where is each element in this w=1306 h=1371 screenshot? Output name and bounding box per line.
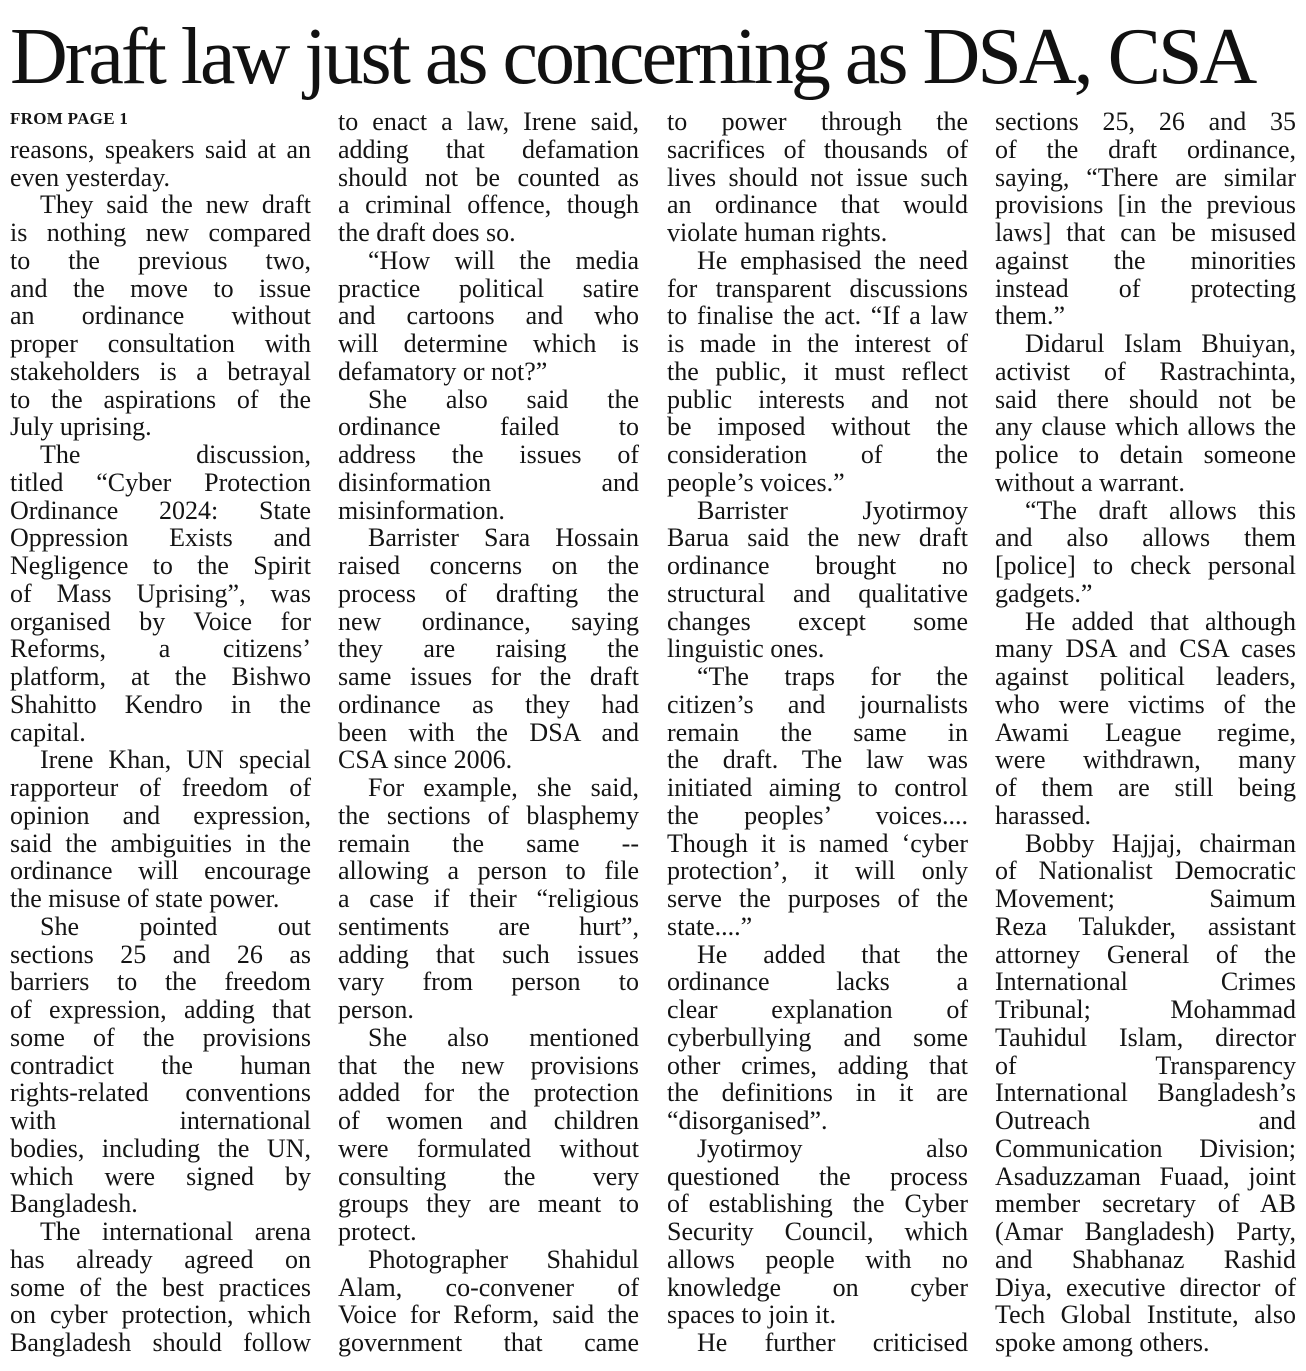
paragraph <box>667 1329 968 1357</box>
text-line: He emphasised the need <box>697 245 968 275</box>
text-line: raised concerns on the <box>338 551 639 580</box>
text-line: to the previous two, <box>10 245 311 275</box>
paragraph <box>338 774 639 1024</box>
text-line: without a warrant. <box>995 467 1185 497</box>
text-line: ordinance lacks a <box>667 967 968 997</box>
text-line: sentiments are hurt”, <box>338 911 639 941</box>
text-line: of establishing the Cyber <box>667 1189 968 1219</box>
paragraph <box>338 108 639 247</box>
text-line: laws] that can be misused <box>995 218 1296 247</box>
text-line: Didarul Islam Bhuiyan, <box>1025 329 1296 358</box>
text-line: to the aspirations of the <box>10 384 311 414</box>
text-line: For example, she said, <box>368 773 639 802</box>
text-line: He added that although <box>1025 606 1296 636</box>
text-line: citizen’s and journalists <box>667 689 968 719</box>
text-line: Negligence to the Spirit <box>10 551 311 580</box>
text-line: adding that defamation <box>338 134 639 164</box>
text-line: the peoples’ voices.... <box>667 800 968 830</box>
paragraph <box>338 1246 639 1357</box>
text-line: added for the protection <box>338 1078 639 1108</box>
text-line: rapporteur of freedom of <box>10 773 311 802</box>
text-line: them.” <box>995 301 1066 331</box>
text-line: linguistic ones. <box>667 634 825 664</box>
text-line: an ordinance without <box>10 301 311 331</box>
paragraph <box>995 830 1296 1357</box>
text-line: public interests and not <box>667 384 968 414</box>
text-line: of the draft ordinance, <box>995 134 1296 164</box>
text-line: Tribunal; Mohammad <box>995 995 1296 1024</box>
text-line: on cyber protection, which <box>10 1300 311 1330</box>
text-line: consideration of the <box>667 440 968 469</box>
text-line: address the issues of <box>338 440 639 469</box>
text-line: Communication Division; <box>995 1133 1296 1163</box>
text-line: capital. <box>10 717 86 747</box>
text-line: Irene Khan, UN special <box>40 745 311 775</box>
text-line: same issues for the draft <box>338 662 639 691</box>
text-line: spoke among others. <box>995 1328 1210 1357</box>
paragraph <box>995 108 1296 330</box>
text-line: She pointed out <box>40 911 311 941</box>
text-line: Jyotirmoy also <box>697 1133 968 1163</box>
article-column-3 <box>667 108 968 1357</box>
text-line: some of the best practices <box>10 1272 311 1302</box>
headline: Draft law just as concerning as DSA, CSA <box>10 13 1255 101</box>
article-column-2 <box>338 108 639 1357</box>
text-line: the public, it must reflect <box>667 356 968 386</box>
text-line: of expression, adding that <box>10 995 311 1024</box>
text-line: instead of protecting <box>995 273 1296 303</box>
text-line: Reza Talukder, assistant <box>995 911 1296 941</box>
text-line: titled “Cyber Protection <box>10 467 311 497</box>
paragraph <box>10 746 311 913</box>
text-line: of Mass Uprising”, was <box>10 578 311 608</box>
text-line: who were victims of the <box>995 689 1296 719</box>
text-line: people’s voices.” <box>667 467 845 497</box>
text-line: ordinance will encourage <box>10 856 311 886</box>
text-line: The discussion, <box>40 440 311 469</box>
text-line: Voice for Reform, said the <box>338 1300 639 1330</box>
text-line: provisions [in the previous <box>995 190 1296 220</box>
text-line: rights-related conventions <box>10 1078 311 1108</box>
text-line: activist of Rastrachinta, <box>995 356 1296 386</box>
text-line: contradict the human <box>10 1050 311 1080</box>
text-line: spaces to join it. <box>667 1300 836 1330</box>
text-line: the misuse of state power. <box>10 884 280 913</box>
text-line: sacrifices of thousands of <box>667 134 968 164</box>
text-line: Diya, executive director of <box>995 1272 1296 1302</box>
text-line: International Crimes <box>995 967 1296 997</box>
text-line: protection’, it will only <box>667 856 968 886</box>
text-line: serve the purposes of the <box>667 884 968 913</box>
text-line: to finalise the act. “If a law <box>667 301 968 331</box>
text-line: even yesterday. <box>10 162 171 192</box>
text-line: bodies, including the UN, <box>10 1133 311 1163</box>
text-line: new ordinance, saying <box>338 606 639 636</box>
text-line: ordinance brought no <box>667 551 968 580</box>
text-line: is nothing new compared <box>10 218 311 247</box>
jump-label: FROM PAGE 1 <box>10 109 129 128</box>
text-line: process of drafting the <box>338 578 639 608</box>
text-line: barriers to the freedom <box>10 967 311 997</box>
text-line: and Shabhanaz Rashid <box>995 1244 1296 1274</box>
text-line: CSA since 2006. <box>338 745 513 775</box>
text-line: “The traps for the <box>697 662 968 691</box>
paragraph <box>338 1024 639 1246</box>
paragraph <box>667 663 968 941</box>
text-line: for transparent discussions <box>667 273 968 303</box>
text-line: sections 25 and 26 as <box>10 939 311 969</box>
text-line: Alam, co-convener of <box>338 1272 639 1302</box>
paragraph <box>338 524 639 774</box>
paragraph <box>995 497 1296 608</box>
text-line: Photographer Shahidul <box>368 1244 639 1274</box>
paragraph <box>667 941 968 1135</box>
text-line: Oppression Exists and <box>10 523 311 553</box>
text-line: against the minorities <box>995 245 1296 275</box>
text-line: to enact a law, Irene said, <box>338 107 639 136</box>
text-line: initiated aiming to control <box>667 773 968 802</box>
text-line: said there should not be <box>995 384 1296 414</box>
paragraph <box>10 136 311 192</box>
text-line: government that came <box>338 1328 639 1357</box>
text-line: other crimes, adding that <box>667 1050 968 1080</box>
text-line: Movement; Saimum <box>995 884 1296 913</box>
text-line: Barrister Sara Hossain <box>368 523 639 553</box>
text-line: changes except some <box>667 606 968 636</box>
text-line: the sections of blasphemy <box>338 800 639 830</box>
text-line: She also mentioned <box>368 1022 639 1052</box>
text-line: reasons, speakers said at an <box>10 134 311 164</box>
text-line: which were signed by <box>10 1161 311 1191</box>
text-line: and cartoons and who <box>338 301 639 331</box>
text-line: International Bangladesh’s <box>995 1078 1296 1108</box>
text-line: some of the provisions <box>10 1022 311 1052</box>
text-line: (Amar Bangladesh) Party, <box>995 1217 1296 1246</box>
text-line: the draft does so. <box>338 218 516 247</box>
paragraph <box>995 330 1296 497</box>
text-line: cyberbullying and some <box>667 1022 968 1052</box>
text-line: Shahitto Kendro in the <box>10 689 311 719</box>
paragraph <box>995 608 1296 830</box>
text-line: organised by Voice for <box>10 606 311 636</box>
text-line: groups they are meant to <box>338 1189 639 1219</box>
text-line: adding that such issues <box>338 939 639 969</box>
text-line: they are raising the <box>338 634 639 664</box>
text-line: member secretary of AB <box>995 1189 1296 1219</box>
text-line: Barua said the new draft <box>667 523 968 553</box>
text-line: “disorganised”. <box>667 1106 828 1135</box>
text-line: police to detain someone <box>995 440 1296 469</box>
text-line: attorney General of the <box>995 939 1296 969</box>
paragraph <box>10 913 311 1218</box>
text-line: allows people with no <box>667 1244 968 1274</box>
text-line: protect. <box>338 1217 417 1246</box>
text-line: of women and children <box>338 1106 639 1135</box>
text-line: many DSA and CSA cases <box>995 634 1296 664</box>
paragraph <box>10 441 311 746</box>
text-line: said the ambiguities in the <box>10 828 311 858</box>
text-line: the definitions in it are <box>667 1078 968 1108</box>
text-line: Bangladesh. <box>10 1189 138 1219</box>
text-line: be imposed without the <box>667 412 968 442</box>
text-line: Tech Global Institute, also <box>995 1300 1296 1330</box>
article-column-4 <box>995 108 1296 1357</box>
text-line: allowing a person to file <box>338 856 639 886</box>
text-line: violate human rights. <box>667 218 888 247</box>
text-line: against political leaders, <box>995 662 1296 691</box>
text-line: any clause which allows the <box>995 412 1296 442</box>
text-line: gadgets.” <box>995 578 1093 608</box>
text-line: misinformation. <box>338 495 505 525</box>
text-line: opinion and expression, <box>10 800 311 830</box>
paragraph <box>667 108 968 247</box>
text-line: Though it is named ‘cyber <box>667 828 968 858</box>
text-line: lives should not issue such <box>667 162 968 192</box>
paragraph <box>667 247 968 497</box>
text-line: She also said the <box>368 384 639 414</box>
text-line: of Nationalist Democratic <box>995 856 1296 886</box>
text-line: a criminal offence, though <box>338 190 639 220</box>
text-line: will determine which is <box>338 329 639 358</box>
text-line: saying, “There are similar <box>995 162 1296 192</box>
text-line: He further criticised <box>697 1328 968 1357</box>
text-line: clear explanation of <box>667 995 968 1024</box>
text-line: should not be counted as <box>338 162 639 192</box>
text-line: “How will the media <box>368 245 639 275</box>
text-line: They said the new draft <box>40 190 311 220</box>
text-line: Awami League regime, <box>995 717 1296 747</box>
text-line: Barrister Jyotirmoy <box>697 495 968 525</box>
text-line: vary from person to <box>338 967 639 997</box>
text-line: of Transparency <box>995 1050 1296 1080</box>
text-line: practice political satire <box>338 273 639 303</box>
text-line: Asaduzzaman Fuaad, joint <box>995 1161 1296 1191</box>
text-line: Tauhidul Islam, director <box>995 1022 1296 1052</box>
text-line: person. <box>338 995 414 1024</box>
text-line: proper consultation with <box>10 329 311 358</box>
text-line: an ordinance that would <box>667 190 968 220</box>
text-line: a case if their “religious <box>338 884 639 913</box>
text-line: Reforms, a citizens’ <box>10 634 311 664</box>
text-line: knowledge on cyber <box>667 1272 968 1302</box>
text-line: has already agreed on <box>10 1244 311 1274</box>
text-line: of them are still being <box>995 773 1296 802</box>
text-line: The international arena <box>40 1217 311 1246</box>
text-line: the draft. The law was <box>667 745 968 775</box>
paragraph <box>338 247 639 386</box>
text-line: to power through the <box>667 107 968 136</box>
paragraph <box>338 386 639 525</box>
text-line: Outreach and <box>995 1106 1296 1135</box>
text-line: is made in the interest of <box>667 329 968 358</box>
text-line: He added that the <box>697 939 968 969</box>
text-line: platform, at the Bishwo <box>10 662 311 691</box>
article-column-1 <box>10 108 311 1357</box>
text-line: [police] to check personal <box>995 551 1296 580</box>
text-line: and also allows them <box>995 523 1296 553</box>
text-line: defamatory or not?” <box>338 356 548 386</box>
text-line: remain the same in <box>667 717 968 747</box>
text-line: questioned the process <box>667 1161 968 1191</box>
text-line: been with the DSA and <box>338 717 639 747</box>
text-line: consulting the very <box>338 1161 639 1191</box>
text-line: were formulated without <box>338 1133 639 1163</box>
text-line: Ordinance 2024: State <box>10 495 311 525</box>
text-line: July uprising. <box>10 412 152 442</box>
text-line: remain the same -- <box>338 828 639 858</box>
text-line: stakeholders is a betrayal <box>10 356 311 386</box>
text-line: harassed. <box>995 800 1092 830</box>
paragraph <box>10 191 311 441</box>
paragraph <box>667 497 968 664</box>
paragraph <box>667 1135 968 1329</box>
text-line: structural and qualitative <box>667 578 968 608</box>
text-line: Bangladesh should follow <box>10 1328 311 1357</box>
text-line: ordinance failed to <box>338 412 639 442</box>
text-line: state....” <box>667 911 753 941</box>
text-line: and the move to issue <box>10 273 311 303</box>
text-line: “The draft allows this <box>1025 495 1296 525</box>
text-line: ordinance as they had <box>338 689 639 719</box>
paragraph <box>10 1218 311 1357</box>
text-line: were withdrawn, many <box>995 745 1296 775</box>
text-line: Security Council, which <box>667 1217 968 1246</box>
text-line: disinformation and <box>338 467 639 497</box>
text-line: that the new provisions <box>338 1050 639 1080</box>
text-line: with international <box>10 1106 311 1135</box>
text-line: sections 25, 26 and 35 <box>995 107 1296 136</box>
text-line: Bobby Hajjaj, chairman <box>1025 828 1296 858</box>
